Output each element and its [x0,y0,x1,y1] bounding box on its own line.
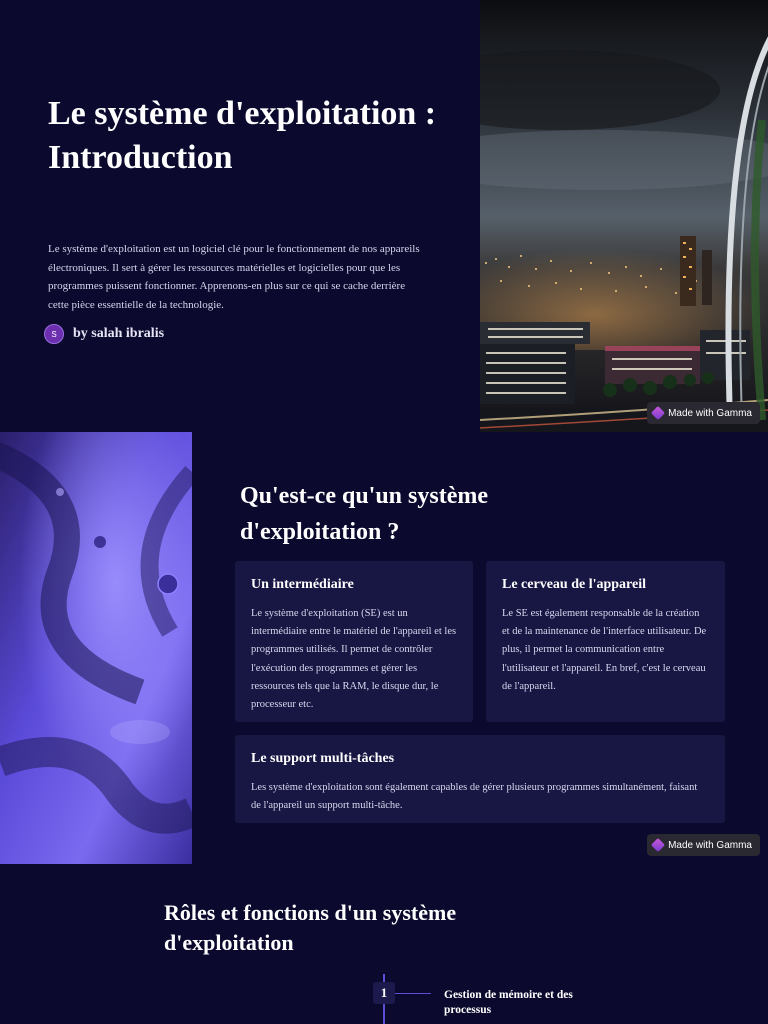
card-text: Les système d'exploitation sont également capables de gérer plusieurs programmes simultanément, faisant de l'appareil un support multi-tâche. [251,782,698,812]
card-text: Le système d'exploitation (SE) est un intermédiaire entre le matériel de l'appareil et les programmes utilisés. Il permet de contrôler l'exécution des programmes et gérer les ressources tels que la RAM, le disque dur, le processeur etc. [251,608,457,711]
card-text: Le SE est également responsable de la création et de la maintenance de l'interface utilisateur. De plus, il permet la communication entre l'utilisateur et l'appareil. En bref, c'est le cerveau de l'appareil. [502,608,707,692]
badge-label: Made with Gamma [668,407,752,419]
author-byline [44,324,164,344]
intro-slide [0,0,768,432]
intro-paragraph: Le système d'exploitation est un logiciel clé pour le fonctionnement de nos appareils électroniques. Il sert à gérer les ressources matérielles et logicielles pour que les programmes puissent fonctionner. Apprenons-en plus sur ce qui se cache derrière cette pièce essentielle de la technologie. [48,243,420,311]
card-title: Le cerveau de l'appareil [502,577,646,592]
card-cerveau [486,561,725,722]
card-intermediaire [235,561,473,722]
definition-slide [0,432,768,864]
abstract-fluid-illustration [0,432,192,864]
city-night-image [480,0,768,432]
author-name: by salah ibralis [73,326,165,341]
roles-title: Rôles et fonctions d'un système d'exploitation [164,900,457,955]
author-avatar: S [44,324,64,344]
timeline-connector [395,993,431,994]
made-with-gamma-badge[interactable] [647,834,760,856]
timeline-step-number: 1 [373,982,395,1004]
card-title: Un intermédiaire [251,577,354,592]
made-with-gamma-badge[interactable] [647,402,760,424]
gamma-logo-icon [651,406,665,420]
city-skyline-illustration [480,0,768,432]
definition-title: Qu'est-ce qu'un système d'exploitation ? [240,483,488,545]
card-multitache [235,735,725,823]
purple-fluid-image [0,432,192,864]
gamma-logo-icon [651,838,665,852]
intro-title: Le système d'exploitation : Introduction [48,95,437,176]
roles-slide [0,864,768,1024]
timeline-step-label: Gestion de mémoire et des processus [444,989,573,1016]
badge-label: Made with Gamma [668,839,752,851]
card-title: Le support multi-tâches [251,751,395,766]
